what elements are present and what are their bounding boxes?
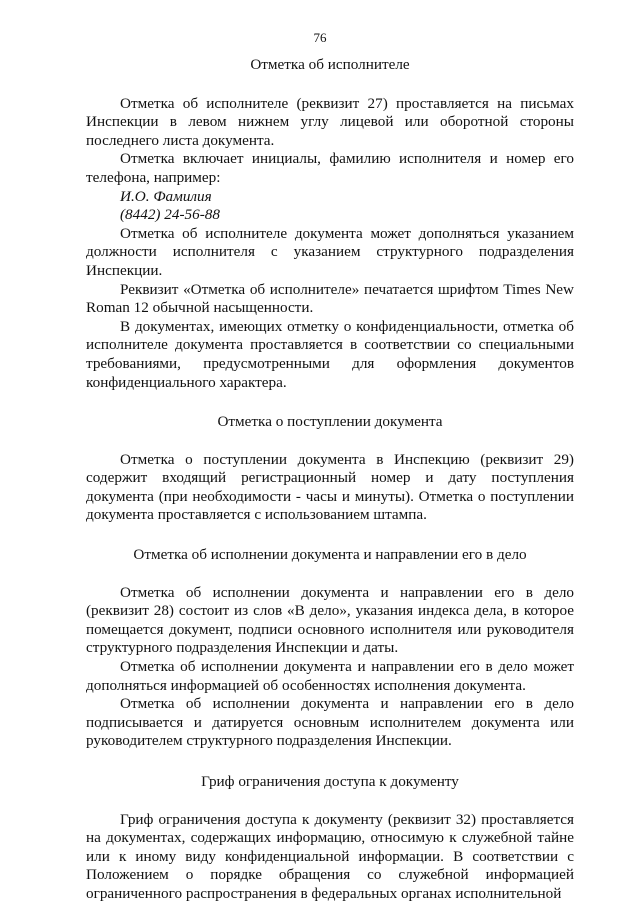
example-phone: (8442) 24-56-88 [120, 206, 220, 224]
paragraph: Отметка о поступлении документа в Инспекцию (реквизит 29) содержит входящий регистрационный номер и дату поступления документа (при необходимости - часы и минуты). Отметка о поступлении документа проставляется с использованием штампа. [86, 450, 574, 524]
paragraph: Отметка об исполнении документа и направлении его в дело (реквизит 28) состоит из слов «В дело», указания индекса дела, в которое помещается документ, подписи основного исполнителя или руководителя структурного подразделения Инспекции и даты. [86, 583, 574, 657]
section-heading-access-restriction: Гриф ограничения доступа к документу [201, 773, 459, 790]
paragraph: Отметка включает инициалы, фамилию исполнителя и номер его телефона, например: [86, 150, 574, 186]
paragraph: Отметка об исполнителе документа может дополняться указанием должности исполнителя с указанием структурного подразделения Инспекции. [86, 224, 574, 279]
paragraph: Реквизит «Отметка об исполнителе» печатается шрифтом Times New Roman 12 обычной насыщенности. [86, 280, 574, 317]
page-number: 76 [313, 30, 327, 45]
paragraph: Гриф ограничения доступа к документу (реквизит 32) проставляется на документах, содержащих информацию, относимую к служебной тайне или к иному виду конфиденциальной информации. В соответствии с Положением о порядке обращения со служебной информацией ограниченного распространения в федеральных органах исполнительной [86, 810, 574, 902]
example-name: И.О. Фамилия [120, 187, 212, 205]
paragraph: Отметка об исполнении документа и направлении его в дело может дополняться информацией об особенностях исполнения документа. [86, 658, 574, 694]
section-heading-receipt-mark: Отметка о поступлении документа [217, 413, 443, 431]
section-heading-executor-mark: Отметка об исполнителе [250, 56, 410, 73]
page-content [86, 54, 574, 904]
paragraph: В документах, имеющих отметку о конфиденциальности, отметка об исполнителе документа проставляется в соответствии со специальными требованиями, предусмотренными для оформления документов конфиденциального характера. [86, 317, 574, 391]
paragraph: Отметка об исполнителе (реквизит 27) проставляется на письмах Инспекции в левом нижнем углу лицевой или оборотной стороны последнего листа документа. [86, 94, 574, 149]
section-heading-execution-mark: Отметка об исполнении документа и направлении его в дело [133, 546, 527, 564]
paragraph: Отметка об исполнении документа и направлении его в дело подписывается и датируется основным исполнителем документа или руководителем структурного подразделения Инспекции. [86, 695, 574, 750]
